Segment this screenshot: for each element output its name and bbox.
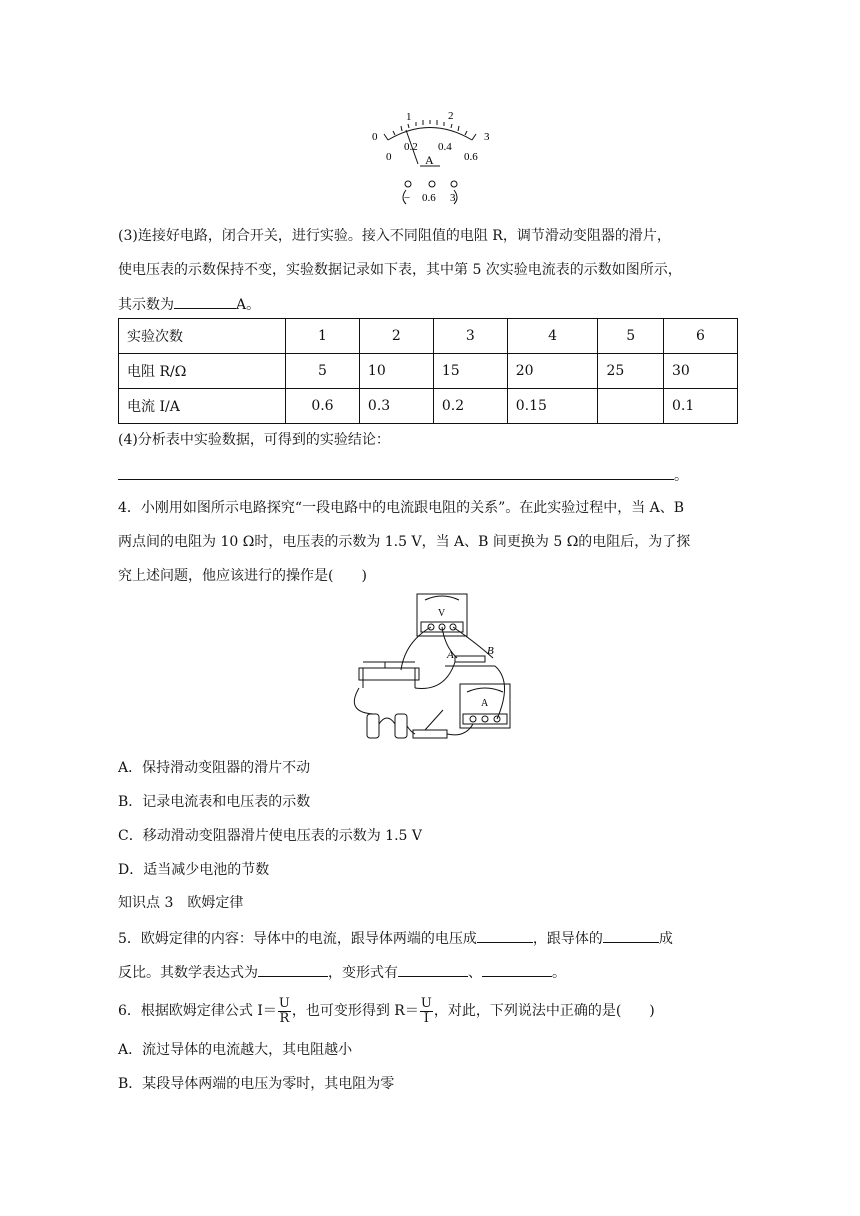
scale-bottom-1: 0.2 bbox=[404, 141, 418, 153]
q3-4-line1: (4)分析表中实验数据，可得到的实验结论： bbox=[118, 432, 390, 448]
table-cell: 3 bbox=[433, 319, 507, 354]
q5-p2: ，跟导体的 bbox=[532, 931, 603, 947]
table-cell: 5 bbox=[286, 354, 360, 389]
q4-line3: 究上述问题，他应该进行的操作是( ) bbox=[118, 568, 367, 584]
point-b-label: B bbox=[487, 645, 494, 657]
terminal-neg: − bbox=[404, 192, 411, 204]
q4-option-a: A．保持滑动变阻器的滑片不动 bbox=[118, 760, 311, 776]
q6-option-b: B．某段导体两端的电压为零时，其电阻为零 bbox=[118, 1076, 395, 1092]
q4-option-d: D．适当减少电池的节数 bbox=[118, 862, 270, 878]
scale-bottom-2: 0.4 bbox=[438, 141, 452, 153]
q5-line1 bbox=[118, 927, 673, 949]
answer-blank-current[interactable] bbox=[174, 293, 236, 309]
q3-4-end: 。 bbox=[674, 468, 688, 484]
frac-denominator: I bbox=[423, 1010, 429, 1026]
table-cell: 实验次数 bbox=[119, 319, 286, 354]
table-cell: 0.15 bbox=[507, 389, 598, 424]
table-cell: 5 bbox=[598, 319, 664, 354]
q3-line2: 使电压表的示数保持不变，实验数据记录如下表，其中第 5 次实验电流表的示数如图所示， bbox=[118, 262, 682, 278]
table-cell: 0.1 bbox=[664, 389, 738, 424]
ammeter-unit: A bbox=[425, 153, 434, 167]
table-row bbox=[119, 319, 738, 354]
table-row bbox=[119, 389, 738, 424]
q6-pre: 6．根据欧姆定律公式 I＝ bbox=[118, 1003, 277, 1019]
table-cell: 2 bbox=[359, 319, 433, 354]
table-cell: 10 bbox=[359, 354, 433, 389]
answer-blank-q5-1[interactable] bbox=[477, 927, 533, 943]
answer-blank-q5-3[interactable] bbox=[258, 961, 328, 977]
table-cell: 4 bbox=[507, 319, 598, 354]
terminal-3: 3 bbox=[450, 192, 456, 204]
q6-option-a: A．流过导体的电流越大，其电阻越小 bbox=[118, 1042, 353, 1058]
frac-denominator: R bbox=[279, 1010, 290, 1026]
frac-numerator: U bbox=[278, 995, 290, 1011]
table-cell: 0.2 bbox=[433, 389, 507, 424]
scale-top-3: 3 bbox=[484, 131, 490, 143]
q5-line2 bbox=[118, 961, 566, 983]
q3-line1: (3)连接好电路，闭合开关，进行实验。接入不同阻值的电阻 R，调节滑动变阻器的滑片， bbox=[118, 228, 671, 244]
q4-option-c: C．移动滑动变阻器滑片使电压表的示数为 1.5 V bbox=[118, 828, 422, 844]
table-cell: 20 bbox=[507, 354, 598, 389]
table-cell: 0.3 bbox=[359, 389, 433, 424]
section-heading: 知识点 3 欧姆定律 bbox=[118, 895, 244, 911]
table-cell: 电流 I/A bbox=[119, 389, 286, 424]
answer-blank-conclusion[interactable] bbox=[118, 464, 674, 480]
answer-blank-q5-2[interactable] bbox=[603, 927, 659, 943]
table-cell: 25 bbox=[598, 354, 664, 389]
table-cell: 电阻 R/Ω bbox=[119, 354, 286, 389]
frac-numerator: U bbox=[420, 995, 432, 1011]
answer-blank-q5-5[interactable] bbox=[482, 961, 552, 977]
ammeter-circuit-label: A bbox=[481, 698, 489, 709]
q4-line2: 两点间的电阻为 10 Ω时，电压表的示数为 1.5 V，当 A、B 间更换为 5 Ω的电阻后，为了探 bbox=[118, 534, 691, 550]
fraction-u-over-r bbox=[278, 997, 291, 1026]
fraction-u-over-i bbox=[420, 997, 433, 1026]
circuit-figure bbox=[345, 592, 520, 752]
q6-line1 bbox=[118, 994, 655, 1028]
q3-line3-post: A。 bbox=[236, 297, 261, 313]
q5-p3: 成 bbox=[658, 931, 673, 947]
q5-end: 。 bbox=[552, 965, 566, 981]
table-cell: 1 bbox=[286, 319, 360, 354]
data-table bbox=[118, 318, 738, 424]
scale-bottom-0: 0 bbox=[386, 151, 392, 163]
scale-bottom-3: 0.6 bbox=[464, 151, 478, 163]
q3-line3 bbox=[118, 293, 260, 315]
q6-mid: ，也可变形得到 R＝ bbox=[291, 1003, 419, 1019]
table-cell-empty bbox=[598, 389, 664, 424]
answer-blank-q5-4[interactable] bbox=[398, 961, 468, 977]
table-cell: 6 bbox=[664, 319, 738, 354]
voltmeter-label: V bbox=[438, 608, 446, 619]
q4-line1: 4．小刚用如图所示电路探究“一段电路中的电流跟电阻的关系”。在此实验过程中，当 A、B bbox=[118, 500, 685, 516]
q5-sep2: 、 bbox=[468, 965, 482, 981]
ammeter-dial-figure bbox=[360, 100, 500, 210]
scale-top-1: 1 bbox=[406, 111, 412, 123]
table-row bbox=[119, 354, 738, 389]
scale-top-2: 2 bbox=[448, 110, 454, 122]
q5-p1: 5．欧姆定律的内容：导体中的电流，跟导体两端的电压成 bbox=[118, 931, 477, 947]
table-cell: 0.6 bbox=[286, 389, 360, 424]
scale-top-0: 0 bbox=[372, 131, 378, 143]
table-cell: 30 bbox=[664, 354, 738, 389]
q3-line3-pre: 其示数为 bbox=[118, 297, 174, 313]
q5-line2-pre: 反比。其数学表达式为 bbox=[118, 965, 258, 981]
q5-sep1: ，变形式有 bbox=[328, 965, 398, 981]
q6-post: ，对此，下列说法中正确的是( ) bbox=[433, 1003, 655, 1019]
point-a-label: A bbox=[447, 649, 454, 661]
table-cell: 15 bbox=[433, 354, 507, 389]
q3-4-answer bbox=[118, 464, 688, 486]
terminal-06: 0.6 bbox=[422, 192, 436, 204]
q4-option-b: B．记录电流表和电压表的示数 bbox=[118, 794, 311, 810]
